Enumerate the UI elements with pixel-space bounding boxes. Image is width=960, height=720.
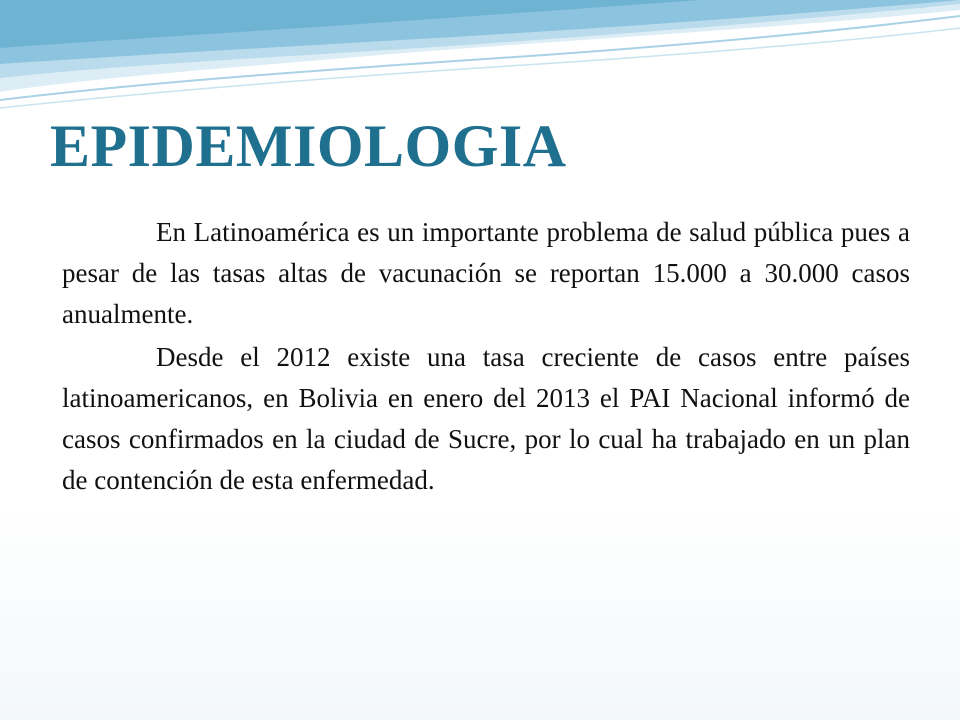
header-wave-decoration bbox=[0, 0, 960, 130]
slide-title: EPIDEMIOLOGIA bbox=[50, 113, 567, 179]
paragraph-bolivia: Desde el 2012 existe una tasa creciente de casos entre países latinoamericanos, en Bolivia en enero del 2013 el PAI Nacional informó de casos confirmados en la ciudad de Sucre, por lo cual ha trabajado en un plan de contención de esta enfermedad. bbox=[62, 342, 910, 495]
paragraph-latinoamerica: En Latinoamérica es un importante problema de salud pública pues a pesar de las tasas altas de vacunación se reportan 15.000 a 30.000 casos anualmente. bbox=[62, 217, 910, 329]
slide-body bbox=[62, 212, 910, 503]
